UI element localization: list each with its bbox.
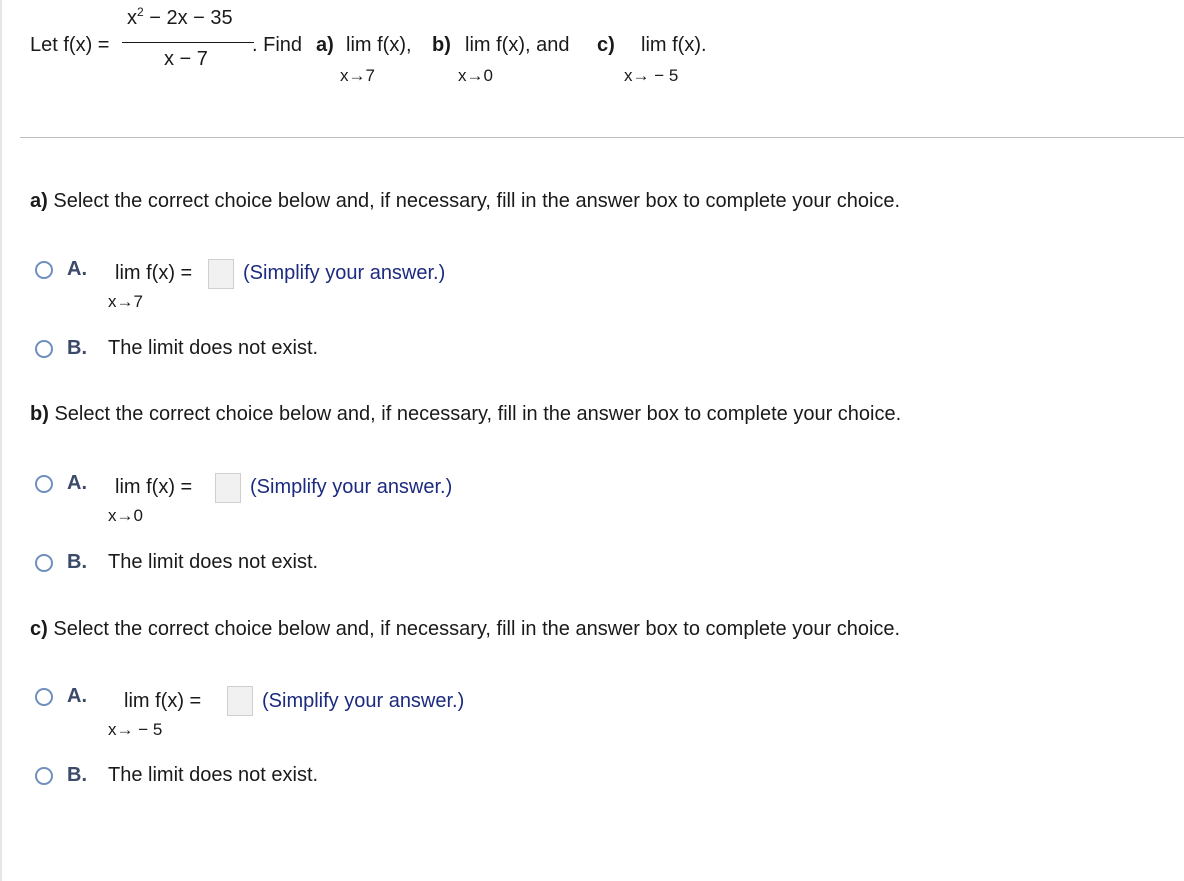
section-b-instruction: b) Select the correct choice below and, if necessary, fill in the answer box to complete your choice.: [30, 403, 902, 425]
section-a-choice-a-letter: A.: [67, 258, 87, 280]
page-left-border: [0, 0, 2, 881]
section-a-simplify-hint: (Simplify your answer.): [243, 262, 446, 284]
part-c-label: c): [597, 34, 615, 56]
section-b-choice-a-radio[interactable]: [35, 475, 53, 493]
section-a-choice-b-letter: B.: [67, 337, 87, 359]
section-c-answer-box[interactable]: [227, 686, 253, 716]
section-b-choice-b-text: The limit does not exist.: [108, 551, 319, 573]
section-a-choice-a-limit: lim f(x) =: [115, 262, 193, 284]
part-a-label: a): [316, 34, 334, 56]
section-a-answer-box[interactable]: [208, 259, 234, 289]
section-c-choice-a-radio[interactable]: [35, 688, 53, 706]
section-c-instruction: c) Select the correct choice below and, if necessary, fill in the answer box to complete your choice.: [30, 618, 901, 640]
section-b-choice-b-radio[interactable]: [35, 554, 53, 572]
section-b-choice-a-letter: A.: [67, 472, 87, 494]
section-c-choice-b-letter: B.: [67, 764, 87, 786]
part-a-limit: lim f(x),: [346, 34, 412, 56]
section-c-simplify-hint: (Simplify your answer.): [262, 690, 465, 712]
part-c-subscript: x→ − 5: [624, 66, 679, 85]
section-b-choice-a-subscript: x→0: [108, 506, 143, 525]
section-a-choice-a-subscript: x→7: [108, 292, 143, 311]
section-c-choice-b-text: The limit does not exist.: [108, 764, 319, 786]
section-a-choice-b-text: The limit does not exist.: [108, 337, 319, 359]
section-c-choice-a-subscript: x→ − 5: [108, 720, 163, 739]
problem-let-text: Let f(x) =: [30, 34, 110, 56]
section-b-choice-a-limit: lim f(x) =: [115, 476, 193, 498]
section-divider: [20, 137, 1184, 138]
section-b-choice-b-letter: B.: [67, 551, 87, 573]
part-b-subscript: x→0: [458, 66, 493, 85]
part-b-label: b): [432, 34, 451, 56]
fraction-bar: [122, 42, 254, 43]
part-a-subscript: x→7: [340, 66, 375, 85]
section-c-choice-b-radio[interactable]: [35, 767, 53, 785]
section-b-answer-box[interactable]: [215, 473, 241, 503]
section-c-choice-a-letter: A.: [67, 685, 87, 707]
part-b-limit: lim f(x), and: [465, 34, 570, 56]
section-b-simplify-hint: (Simplify your answer.): [250, 476, 453, 498]
fraction-denominator: x − 7: [164, 48, 208, 70]
section-a-choice-a-radio[interactable]: [35, 261, 53, 279]
find-prefix: . Find: [252, 34, 303, 56]
part-c-limit: lim f(x).: [641, 34, 707, 56]
section-a-instruction: a) Select the correct choice below and, if necessary, fill in the answer box to complete your choice.: [30, 190, 901, 212]
section-c-choice-a-limit: lim f(x) =: [124, 690, 202, 712]
section-a-choice-b-radio[interactable]: [35, 340, 53, 358]
fraction-numerator: $x^2 - 2x - 35$: [127, 5, 233, 29]
